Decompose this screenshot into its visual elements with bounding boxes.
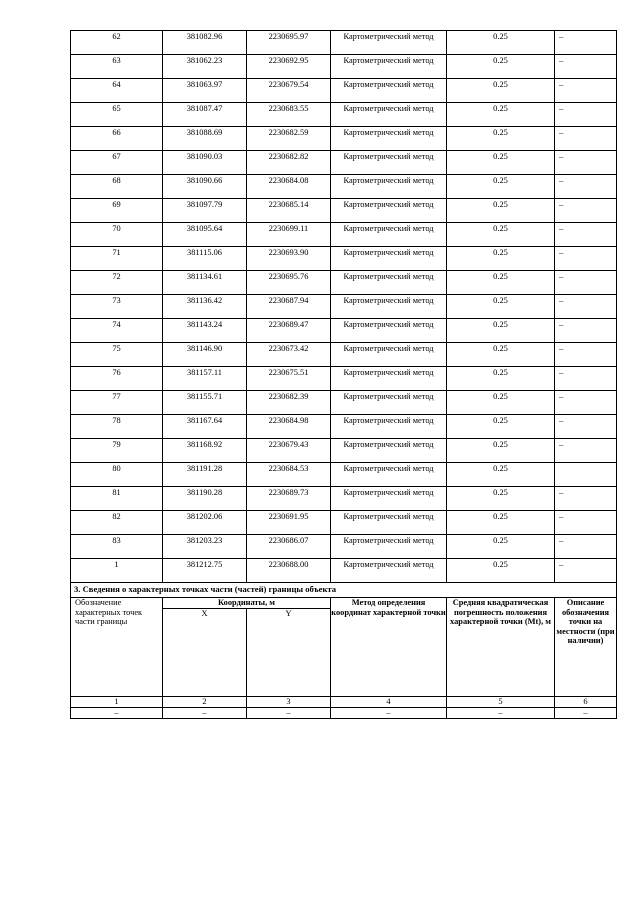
cell-point-number: 65 — [71, 103, 163, 127]
cell-x: 381157.11 — [163, 367, 247, 391]
cell-mean-error: 0.25 — [447, 151, 555, 175]
empty-cell: – — [447, 708, 555, 719]
cell-method: Картометрический метод — [331, 319, 447, 343]
cell-point-number: 83 — [71, 535, 163, 559]
cell-y: 2230693.90 — [247, 247, 331, 271]
cell-x: 381062.23 — [163, 55, 247, 79]
cell-description: – — [555, 439, 617, 463]
cell-x: 381115.06 — [163, 247, 247, 271]
column-number: 1 — [71, 697, 163, 708]
table-row — [71, 367, 617, 391]
cell-method: Картометрический метод — [331, 439, 447, 463]
cell-method: Картометрический метод — [331, 199, 447, 223]
cell-x: 381203.23 — [163, 535, 247, 559]
table-row — [71, 271, 617, 295]
cell-method: Картометрический метод — [331, 175, 447, 199]
cell-description: – — [555, 487, 617, 511]
table-row — [71, 223, 617, 247]
cell-description: – — [555, 319, 617, 343]
header-x: X — [163, 609, 247, 697]
cell-y: 2230679.54 — [247, 79, 331, 103]
cell-method: Картометрический метод — [331, 487, 447, 511]
cell-description: – — [555, 559, 617, 583]
cell-description: – — [555, 511, 617, 535]
table-row — [71, 151, 617, 175]
cell-point-number: 63 — [71, 55, 163, 79]
cell-mean-error: 0.25 — [447, 511, 555, 535]
cell-x: 381136.42 — [163, 295, 247, 319]
column-number: 4 — [331, 697, 447, 708]
empty-cell: – — [555, 708, 617, 719]
cell-x: 381090.03 — [163, 151, 247, 175]
cell-method: Картометрический метод — [331, 55, 447, 79]
cell-point-number: 73 — [71, 295, 163, 319]
cell-description: – — [555, 295, 617, 319]
cell-mean-error: 0.25 — [447, 127, 555, 151]
cell-point-number: 82 — [71, 511, 163, 535]
cell-method: Картометрический метод — [331, 415, 447, 439]
header-description: Описание обозначения точки на местности (при наличии) — [555, 598, 617, 697]
cell-method: Картометрический метод — [331, 31, 447, 55]
cell-point-number: 67 — [71, 151, 163, 175]
cell-description: – — [555, 55, 617, 79]
column-numbers-row — [71, 697, 617, 708]
cell-x: 381090.66 — [163, 175, 247, 199]
cell-y: 2230695.76 — [247, 271, 331, 295]
table-row — [71, 175, 617, 199]
empty-data-row — [71, 708, 617, 719]
cell-x: 381097.79 — [163, 199, 247, 223]
table-row — [71, 511, 617, 535]
cell-mean-error: 0.25 — [447, 103, 555, 127]
cell-x: 381063.97 — [163, 79, 247, 103]
cell-x: 381168.92 — [163, 439, 247, 463]
table-row — [71, 103, 617, 127]
empty-cell: – — [163, 708, 247, 719]
cell-y: 2230682.82 — [247, 151, 331, 175]
cell-description: – — [555, 151, 617, 175]
cell-point-number: 70 — [71, 223, 163, 247]
cell-y: 2230673.42 — [247, 343, 331, 367]
cell-description: – — [555, 31, 617, 55]
cell-point-number: 75 — [71, 343, 163, 367]
cell-description: – — [555, 535, 617, 559]
cell-x: 381146.90 — [163, 343, 247, 367]
cell-point-number: 71 — [71, 247, 163, 271]
cell-description: – — [555, 415, 617, 439]
cell-y: 2230688.00 — [247, 559, 331, 583]
cell-y: 2230682.39 — [247, 391, 331, 415]
cell-x: 381212.75 — [163, 559, 247, 583]
table-row — [71, 535, 617, 559]
cell-x: 381191.28 — [163, 463, 247, 487]
cell-method: Картометрический метод — [331, 559, 447, 583]
cell-point-number: 76 — [71, 367, 163, 391]
cell-x: 381190.28 — [163, 487, 247, 511]
table-body — [71, 31, 617, 719]
cell-method: Картометрический метод — [331, 367, 447, 391]
header-point-designation: Обозначение характерных точек части границы — [71, 598, 163, 697]
cell-y: 2230687.94 — [247, 295, 331, 319]
section-3-header-row-1 — [71, 598, 617, 609]
cell-method: Картометрический метод — [331, 223, 447, 247]
cell-mean-error: 0.25 — [447, 487, 555, 511]
cell-y: 2230683.55 — [247, 103, 331, 127]
cell-point-number: 74 — [71, 319, 163, 343]
cell-x: 381143.24 — [163, 319, 247, 343]
cell-method: Картометрический метод — [331, 511, 447, 535]
cell-mean-error: 0.25 — [447, 271, 555, 295]
cell-description: – — [555, 223, 617, 247]
boundary-points-table — [70, 30, 617, 719]
cell-method: Картометрический метод — [331, 79, 447, 103]
cell-mean-error: 0.25 — [447, 79, 555, 103]
table-row — [71, 463, 617, 487]
cell-description: – — [555, 391, 617, 415]
cell-mean-error: 0.25 — [447, 439, 555, 463]
cell-mean-error: 0.25 — [447, 559, 555, 583]
cell-method: Картометрический метод — [331, 535, 447, 559]
cell-y: 2230695.97 — [247, 31, 331, 55]
cell-point-number: 68 — [71, 175, 163, 199]
empty-cell: – — [247, 708, 331, 719]
cell-y: 2230684.08 — [247, 175, 331, 199]
cell-mean-error: 0.25 — [447, 319, 555, 343]
cell-method: Картометрический метод — [331, 391, 447, 415]
column-number: 3 — [247, 697, 331, 708]
cell-description — [555, 463, 617, 487]
cell-y: 2230691.95 — [247, 511, 331, 535]
cell-description: – — [555, 247, 617, 271]
cell-y: 2230686.07 — [247, 535, 331, 559]
table-row — [71, 295, 617, 319]
cell-mean-error: 0.25 — [447, 391, 555, 415]
column-number: 5 — [447, 697, 555, 708]
table-row — [71, 439, 617, 463]
table-row — [71, 343, 617, 367]
cell-point-number: 1 — [71, 559, 163, 583]
cell-description: – — [555, 343, 617, 367]
cell-method: Картометрический метод — [331, 463, 447, 487]
table-row — [71, 127, 617, 151]
cell-point-number: 66 — [71, 127, 163, 151]
cell-y: 2230684.53 — [247, 463, 331, 487]
table-row — [71, 415, 617, 439]
cell-method: Картометрический метод — [331, 247, 447, 271]
header-mean-error: Средняя квадратическая погрешность положения характерной точки (Мt), м — [447, 598, 555, 697]
cell-y: 2230692.95 — [247, 55, 331, 79]
cell-x: 381202.06 — [163, 511, 247, 535]
cell-y: 2230685.14 — [247, 199, 331, 223]
cell-point-number: 81 — [71, 487, 163, 511]
cell-description: – — [555, 271, 617, 295]
cell-method: Картометрический метод — [331, 271, 447, 295]
empty-cell: – — [331, 708, 447, 719]
cell-y: 2230682.59 — [247, 127, 331, 151]
section-3-title: 3. Сведения о характерных точках части (частей) границы объекта — [71, 583, 617, 598]
cell-mean-error: 0.25 — [447, 175, 555, 199]
cell-point-number: 62 — [71, 31, 163, 55]
cell-mean-error: 0.25 — [447, 463, 555, 487]
cell-point-number: 64 — [71, 79, 163, 103]
cell-description: – — [555, 79, 617, 103]
cell-x: 381087.47 — [163, 103, 247, 127]
table-row — [71, 247, 617, 271]
cell-y: 2230684.98 — [247, 415, 331, 439]
cell-mean-error: 0.25 — [447, 31, 555, 55]
column-number: 2 — [163, 697, 247, 708]
cell-x: 381134.61 — [163, 271, 247, 295]
cell-x: 381082.96 — [163, 31, 247, 55]
cell-point-number: 79 — [71, 439, 163, 463]
cell-method: Картометрический метод — [331, 151, 447, 175]
cell-description: – — [555, 103, 617, 127]
cell-description: – — [555, 367, 617, 391]
cell-y: 2230699.11 — [247, 223, 331, 247]
header-y: Y — [247, 609, 331, 697]
cell-mean-error: 0.25 — [447, 199, 555, 223]
cell-point-number: 77 — [71, 391, 163, 415]
column-number: 6 — [555, 697, 617, 708]
cell-point-number: 72 — [71, 271, 163, 295]
cell-description: – — [555, 175, 617, 199]
header-coordinates: Координаты, м — [163, 598, 331, 609]
section-3-title-row — [71, 583, 617, 598]
table-row — [71, 199, 617, 223]
cell-y: 2230689.73 — [247, 487, 331, 511]
cell-y: 2230679.43 — [247, 439, 331, 463]
cell-y: 2230675.51 — [247, 367, 331, 391]
empty-cell: – — [71, 708, 163, 719]
cell-description: – — [555, 127, 617, 151]
cell-point-number: 78 — [71, 415, 163, 439]
cell-mean-error: 0.25 — [447, 295, 555, 319]
cell-mean-error: 0.25 — [447, 343, 555, 367]
table-row — [71, 559, 617, 583]
cell-x: 381088.69 — [163, 127, 247, 151]
cell-mean-error: 0.25 — [447, 535, 555, 559]
table-row — [71, 487, 617, 511]
cell-x: 381167.64 — [163, 415, 247, 439]
cell-mean-error: 0.25 — [447, 247, 555, 271]
cell-method: Картометрический метод — [331, 343, 447, 367]
header-method: Метод определения координат характерной точки — [331, 598, 447, 697]
cell-description: – — [555, 199, 617, 223]
cell-mean-error: 0.25 — [447, 223, 555, 247]
cell-mean-error: 0.25 — [447, 415, 555, 439]
cell-method: Картометрический метод — [331, 103, 447, 127]
cell-point-number: 80 — [71, 463, 163, 487]
cell-x: 381155.71 — [163, 391, 247, 415]
table-row — [71, 79, 617, 103]
cell-point-number: 69 — [71, 199, 163, 223]
cell-method: Картометрический метод — [331, 295, 447, 319]
cell-y: 2230689.47 — [247, 319, 331, 343]
table-row — [71, 55, 617, 79]
cell-mean-error: 0.25 — [447, 55, 555, 79]
table-row — [71, 31, 617, 55]
cell-method: Картометрический метод — [331, 127, 447, 151]
cell-x: 381095.64 — [163, 223, 247, 247]
table-row — [71, 391, 617, 415]
table-row — [71, 319, 617, 343]
cell-mean-error: 0.25 — [447, 367, 555, 391]
